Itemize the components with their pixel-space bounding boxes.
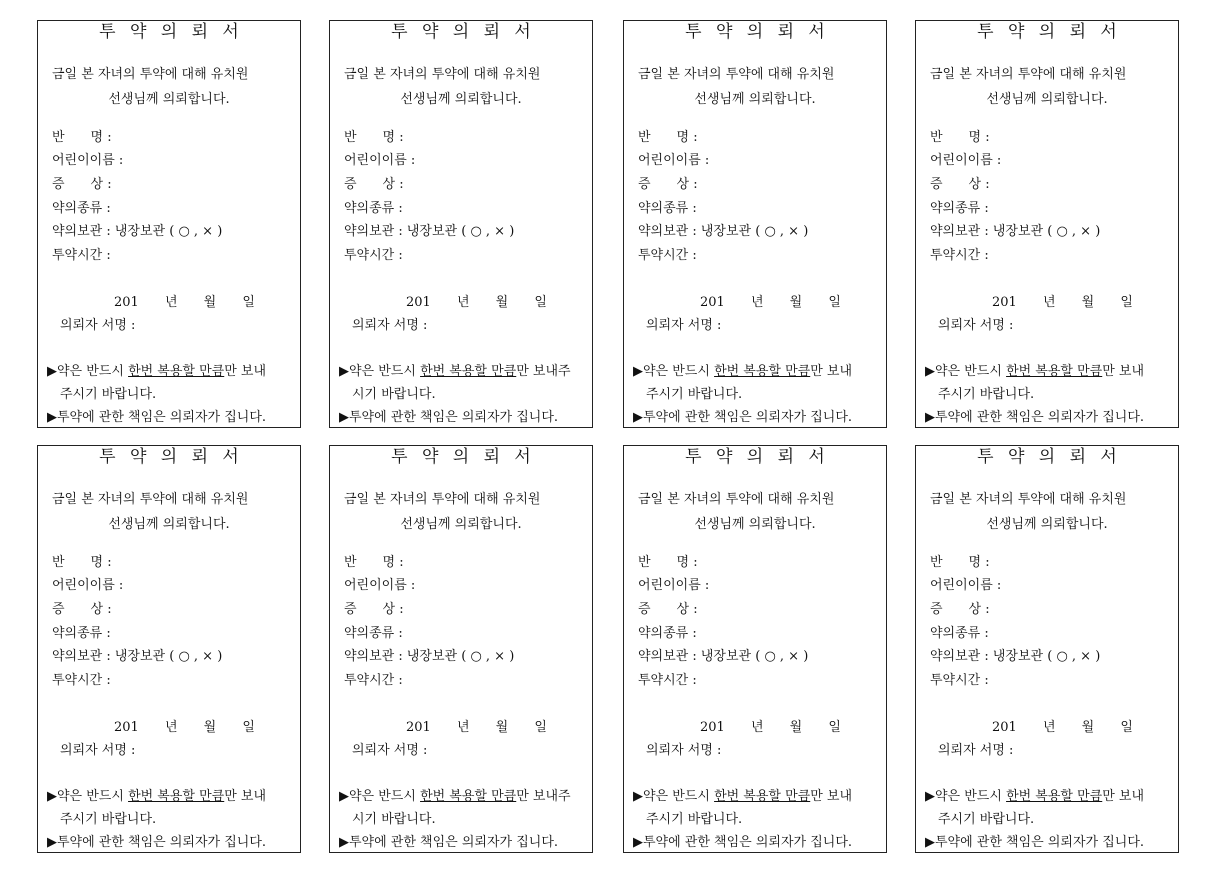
requester-signature-label: 의뢰자 서명 :	[60, 743, 136, 758]
card-title: 투 약 의 뢰 서	[685, 447, 825, 467]
requester-signature-label: 의뢰자 서명 :	[60, 318, 136, 333]
medication-request-card	[915, 20, 1179, 428]
intro-line-1: 금일 본 자녀의 투약에 대해 유치원	[344, 492, 541, 507]
note-line-1	[925, 364, 1144, 380]
note-line-1-end: 만 보내주	[516, 364, 571, 379]
note-underlined-text: 한번 복용할 만큼	[1006, 789, 1103, 804]
storage-label: 약의보관 : 냉장보관 ( ○ , × )	[344, 224, 515, 239]
intro-line-1: 금일 본 자녀의 투약에 대해 유치원	[930, 67, 1127, 82]
note-line-2: 시기 바랍니다.	[352, 812, 436, 827]
symptom-label: 증 상 :	[930, 177, 990, 192]
card-title: 투 약 의 뢰 서	[977, 447, 1117, 467]
note-line-1-end: 만 보내	[1102, 364, 1145, 379]
symptom-label: 증 상 :	[344, 177, 404, 192]
class-label: 반 명 :	[638, 555, 698, 570]
note-line-1-end: 만 보내	[224, 364, 267, 379]
medication-request-card	[915, 445, 1179, 853]
child-name-label: 어린이이름 :	[930, 153, 1002, 168]
child-name-label: 어린이이름 :	[638, 578, 710, 593]
intro-line-1: 금일 본 자녀의 투약에 대해 유치원	[930, 492, 1127, 507]
dosing-time-label: 투약시간 :	[930, 673, 989, 688]
note-line-1-start: ▶약은 반드시	[47, 364, 129, 379]
note-line-1-start: ▶약은 반드시	[925, 364, 1007, 379]
intro-line-2: 선생님께 의뢰합니다.	[108, 92, 230, 107]
note-line-2: 주시기 바랍니다.	[938, 387, 1035, 402]
dosing-time-label: 투약시간 :	[930, 248, 989, 263]
note-line-1	[925, 789, 1144, 805]
note-line-1	[339, 364, 571, 380]
note-line-1-start: ▶약은 반드시	[339, 364, 421, 379]
dosing-time-label: 투약시간 :	[344, 248, 403, 263]
symptom-label: 증 상 :	[52, 177, 112, 192]
dosing-time-label: 투약시간 :	[638, 248, 697, 263]
note-line-1	[339, 789, 571, 805]
note-line-3: ▶투약에 관한 책임은 의뢰자가 집니다.	[339, 835, 559, 850]
intro-line-2: 선생님께 의뢰합니다.	[400, 92, 522, 107]
note-line-1-start: ▶약은 반드시	[47, 789, 129, 804]
card-title: 투 약 의 뢰 서	[99, 22, 239, 42]
date-line: 201 년 월 일	[992, 720, 1133, 735]
storage-label: 약의보관 : 냉장보관 ( ○ , × )	[52, 649, 223, 664]
class-label: 반 명 :	[52, 555, 112, 570]
note-line-1-start: ▶약은 반드시	[633, 364, 715, 379]
intro-line-2: 선생님께 의뢰합니다.	[694, 92, 816, 107]
card-title: 투 약 의 뢰 서	[685, 22, 825, 42]
storage-label: 약의보관 : 냉장보관 ( ○ , × )	[52, 224, 223, 239]
note-line-3: ▶투약에 관한 책임은 의뢰자가 집니다.	[633, 835, 853, 850]
note-line-3: ▶투약에 관한 책임은 의뢰자가 집니다.	[925, 835, 1145, 850]
note-underlined-text: 한번 복용할 만큼	[420, 364, 517, 379]
symptom-label: 증 상 :	[344, 602, 404, 617]
note-line-1-end: 만 보내	[810, 789, 853, 804]
class-label: 반 명 :	[344, 130, 404, 145]
note-line-2: 주시기 바랍니다.	[646, 812, 743, 827]
child-name-label: 어린이이름 :	[52, 578, 124, 593]
note-line-2: 주시기 바랍니다.	[60, 387, 157, 402]
note-line-1-start: ▶약은 반드시	[339, 789, 421, 804]
note-line-1	[633, 364, 852, 380]
intro-line-2: 선생님께 의뢰합니다.	[694, 517, 816, 532]
date-line: 201 년 월 일	[700, 295, 841, 310]
dosing-time-label: 투약시간 :	[52, 248, 111, 263]
dosing-time-label: 투약시간 :	[52, 673, 111, 688]
medication-request-card	[623, 20, 887, 428]
medicine-kind-label: 약의종류 :	[930, 626, 989, 641]
intro-line-2: 선생님께 의뢰합니다.	[108, 517, 230, 532]
class-label: 반 명 :	[52, 130, 112, 145]
note-line-1-start: ▶약은 반드시	[633, 789, 715, 804]
child-name-label: 어린이이름 :	[52, 153, 124, 168]
medicine-kind-label: 약의종류 :	[638, 201, 697, 216]
storage-label: 약의보관 : 냉장보관 ( ○ , × )	[930, 224, 1101, 239]
class-label: 반 명 :	[638, 130, 698, 145]
medication-request-card	[37, 20, 301, 428]
card-title: 투 약 의 뢰 서	[391, 447, 531, 467]
intro-line-1: 금일 본 자녀의 투약에 대해 유치원	[638, 67, 835, 82]
note-line-2: 주시기 바랍니다.	[938, 812, 1035, 827]
intro-line-1: 금일 본 자녀의 투약에 대해 유치원	[638, 492, 835, 507]
intro-line-1: 금일 본 자녀의 투약에 대해 유치원	[52, 67, 249, 82]
intro-line-2: 선생님께 의뢰합니다.	[400, 517, 522, 532]
medication-request-card	[37, 445, 301, 853]
card-title: 투 약 의 뢰 서	[391, 22, 531, 42]
note-line-1-start: ▶약은 반드시	[925, 789, 1007, 804]
note-line-1-end: 만 보내	[1102, 789, 1145, 804]
medicine-kind-label: 약의종류 :	[344, 626, 403, 641]
requester-signature-label: 의뢰자 서명 :	[646, 318, 722, 333]
note-line-1-end: 만 보내	[810, 364, 853, 379]
child-name-label: 어린이이름 :	[930, 578, 1002, 593]
date-line: 201 년 월 일	[992, 295, 1133, 310]
note-line-1-end: 만 보내	[224, 789, 267, 804]
class-label: 반 명 :	[930, 130, 990, 145]
medication-request-card	[623, 445, 887, 853]
intro-line-1: 금일 본 자녀의 투약에 대해 유치원	[344, 67, 541, 82]
note-line-2: 주시기 바랍니다.	[60, 812, 157, 827]
note-underlined-text: 한번 복용할 만큼	[714, 364, 811, 379]
intro-line-1: 금일 본 자녀의 투약에 대해 유치원	[52, 492, 249, 507]
class-label: 반 명 :	[930, 555, 990, 570]
date-line: 201 년 월 일	[114, 720, 255, 735]
requester-signature-label: 의뢰자 서명 :	[352, 743, 428, 758]
medicine-kind-label: 약의종류 :	[930, 201, 989, 216]
card-title: 투 약 의 뢰 서	[977, 22, 1117, 42]
note-line-3: ▶투약에 관한 책임은 의뢰자가 집니다.	[633, 410, 853, 425]
medicine-kind-label: 약의종류 :	[52, 201, 111, 216]
note-line-1	[47, 789, 266, 805]
symptom-label: 증 상 :	[638, 602, 698, 617]
storage-label: 약의보관 : 냉장보관 ( ○ , × )	[638, 649, 809, 664]
symptom-label: 증 상 :	[638, 177, 698, 192]
note-line-3: ▶투약에 관한 책임은 의뢰자가 집니다.	[339, 410, 559, 425]
note-line-3: ▶투약에 관한 책임은 의뢰자가 집니다.	[47, 410, 267, 425]
class-label: 반 명 :	[344, 555, 404, 570]
storage-label: 약의보관 : 냉장보관 ( ○ , × )	[638, 224, 809, 239]
date-line: 201 년 월 일	[700, 720, 841, 735]
symptom-label: 증 상 :	[930, 602, 990, 617]
dosing-time-label: 투약시간 :	[638, 673, 697, 688]
note-underlined-text: 한번 복용할 만큼	[714, 789, 811, 804]
child-name-label: 어린이이름 :	[344, 153, 416, 168]
note-underlined-text: 한번 복용할 만큼	[128, 364, 225, 379]
requester-signature-label: 의뢰자 서명 :	[352, 318, 428, 333]
dosing-time-label: 투약시간 :	[344, 673, 403, 688]
intro-line-2: 선생님께 의뢰합니다.	[986, 517, 1108, 532]
note-line-1	[633, 789, 852, 805]
note-line-2: 시기 바랍니다.	[352, 387, 436, 402]
child-name-label: 어린이이름 :	[344, 578, 416, 593]
note-line-3: ▶투약에 관한 책임은 의뢰자가 집니다.	[47, 835, 267, 850]
note-line-3: ▶투약에 관한 책임은 의뢰자가 집니다.	[925, 410, 1145, 425]
storage-label: 약의보관 : 냉장보관 ( ○ , × )	[344, 649, 515, 664]
note-underlined-text: 한번 복용할 만큼	[128, 789, 225, 804]
medicine-kind-label: 약의종류 :	[638, 626, 697, 641]
storage-label: 약의보관 : 냉장보관 ( ○ , × )	[930, 649, 1101, 664]
note-line-2: 주시기 바랍니다.	[646, 387, 743, 402]
card-title: 투 약 의 뢰 서	[99, 447, 239, 467]
note-underlined-text: 한번 복용할 만큼	[420, 789, 517, 804]
intro-line-2: 선생님께 의뢰합니다.	[986, 92, 1108, 107]
date-line: 201 년 월 일	[406, 720, 547, 735]
medicine-kind-label: 약의종류 :	[52, 626, 111, 641]
medication-request-card	[329, 20, 593, 428]
symptom-label: 증 상 :	[52, 602, 112, 617]
child-name-label: 어린이이름 :	[638, 153, 710, 168]
note-line-1	[47, 364, 266, 380]
requester-signature-label: 의뢰자 서명 :	[646, 743, 722, 758]
date-line: 201 년 월 일	[406, 295, 547, 310]
note-underlined-text: 한번 복용할 만큼	[1006, 364, 1103, 379]
date-line: 201 년 월 일	[114, 295, 255, 310]
medicine-kind-label: 약의종류 :	[344, 201, 403, 216]
requester-signature-label: 의뢰자 서명 :	[938, 318, 1014, 333]
note-line-1-end: 만 보내주	[516, 789, 571, 804]
requester-signature-label: 의뢰자 서명 :	[938, 743, 1014, 758]
medication-request-card	[329, 445, 593, 853]
